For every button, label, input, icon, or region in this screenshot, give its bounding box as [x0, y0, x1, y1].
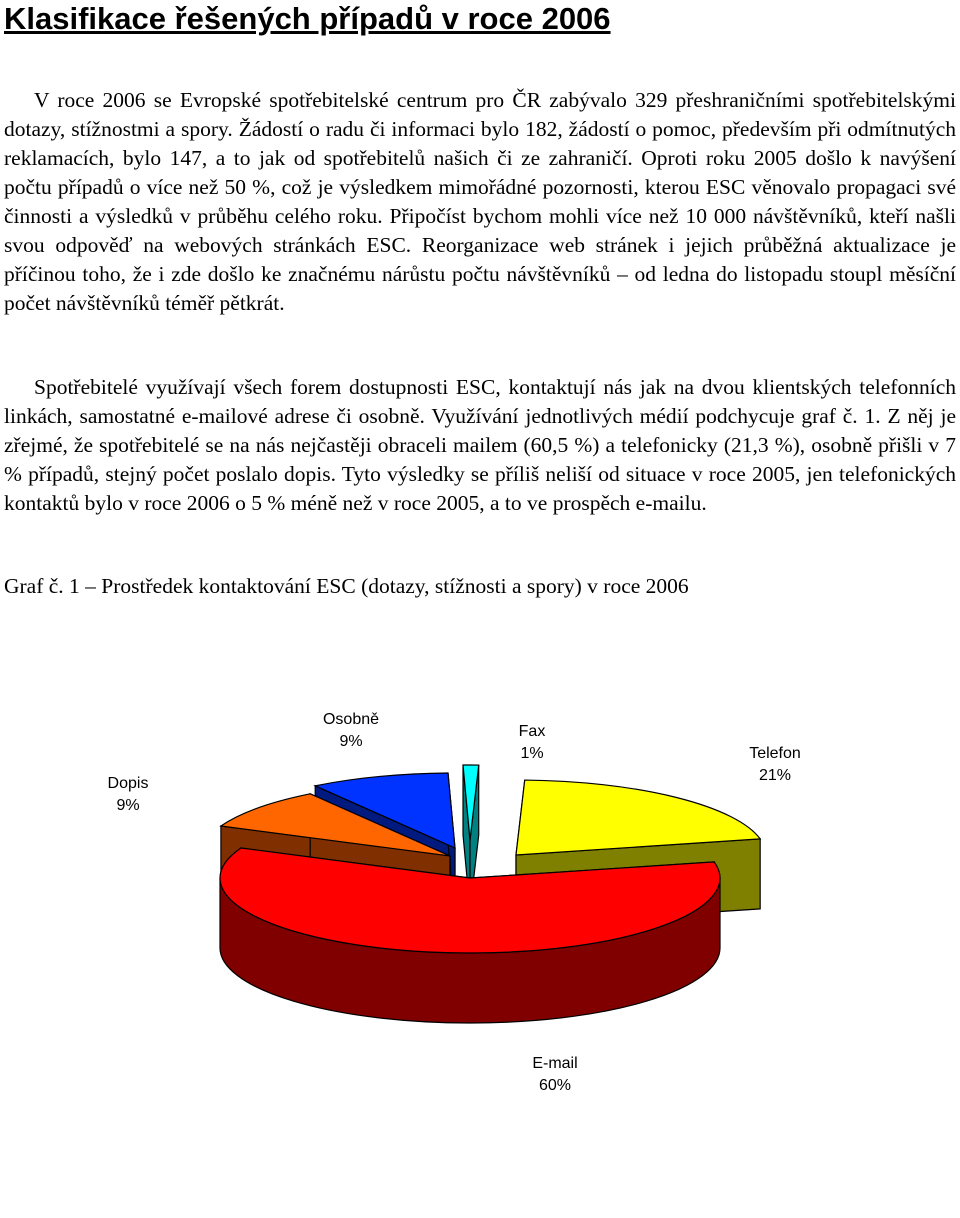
label-fax-name: Fax	[518, 723, 546, 740]
label-fax-value: 1%	[520, 745, 544, 762]
label-e-mail-name: E-mail	[532, 1055, 578, 1072]
pie-chart	[0, 628, 960, 1218]
label-e-mail-value: 60%	[538, 1077, 572, 1094]
label-telefon-value: 21%	[758, 767, 792, 784]
label-telefon-name: Telefon	[749, 745, 801, 762]
page-title: Klasifikace řešených případů v roce 2006	[4, 1, 611, 36]
paragraph-2: Spotřebitelé využívají všech forem dostupnosti ESC, kontaktují nás jak na dvou klientských telefonních linkách, samostatné e-mailové adrese či osobně. Využívání jednotlivých médií podchycuje graf č. 1. Z něj je zřejmé, že spotřebitelé se na nás nejčastěji obraceli mailem (60,5 %) a telefonicky (21,3 %), osobně přišli v 7 % případů, stejný počet poslalo dopis. Tyto výsledky se příliš neliší od situace v roce 2005, jen telefonických kontaktů bylo v roce 2006 o 5 % méně než v roce 2005, a to ve prospěch e-mailu.	[4, 375, 956, 515]
label-dopis-name: Dopis	[107, 775, 149, 792]
label-osobne-value: 9%	[339, 733, 363, 750]
paragraph-1: V roce 2006 se Evropské spotřebitelské centrum pro ČR zabývalo 329 přeshraničními spotřebitelskými dotazy, stížnostmi a spory. Žádostí o radu či informaci bylo 182, žádostí o pomoc, především při odmítnutých reklamacích, bylo 147, a to jak od spotřebitelů našich či ze zahraničí. Oproti roku 2005 došlo k navýšení počtu případů o více než 50 %, což je výsledkem mimořádné pozornosti, kterou ESC věnovalo propagaci své činnosti a výsledků v průběhu celého roku. Připočíst bychom mohli více než 10 000 návštěvníků, kteří našli svou odpověď na webových stránkách ESC. Reorganizace web stránek i jejich průběžná aktualizace je příčinou toho, že i zde došlo ke značnému nárůstu počtu návštěvníků – od ledna do listopadu stoupl měsíční počet návštěvníků téměř pětkrát.	[4, 88, 956, 315]
label-osobne-name: Osobně	[322, 711, 380, 728]
chart-caption: Graf č. 1 – Prostředek kontaktování ESC (dotazy, stížnosti a spory) v roce 2006	[4, 574, 689, 598]
label-dopis-value: 9%	[116, 797, 140, 814]
